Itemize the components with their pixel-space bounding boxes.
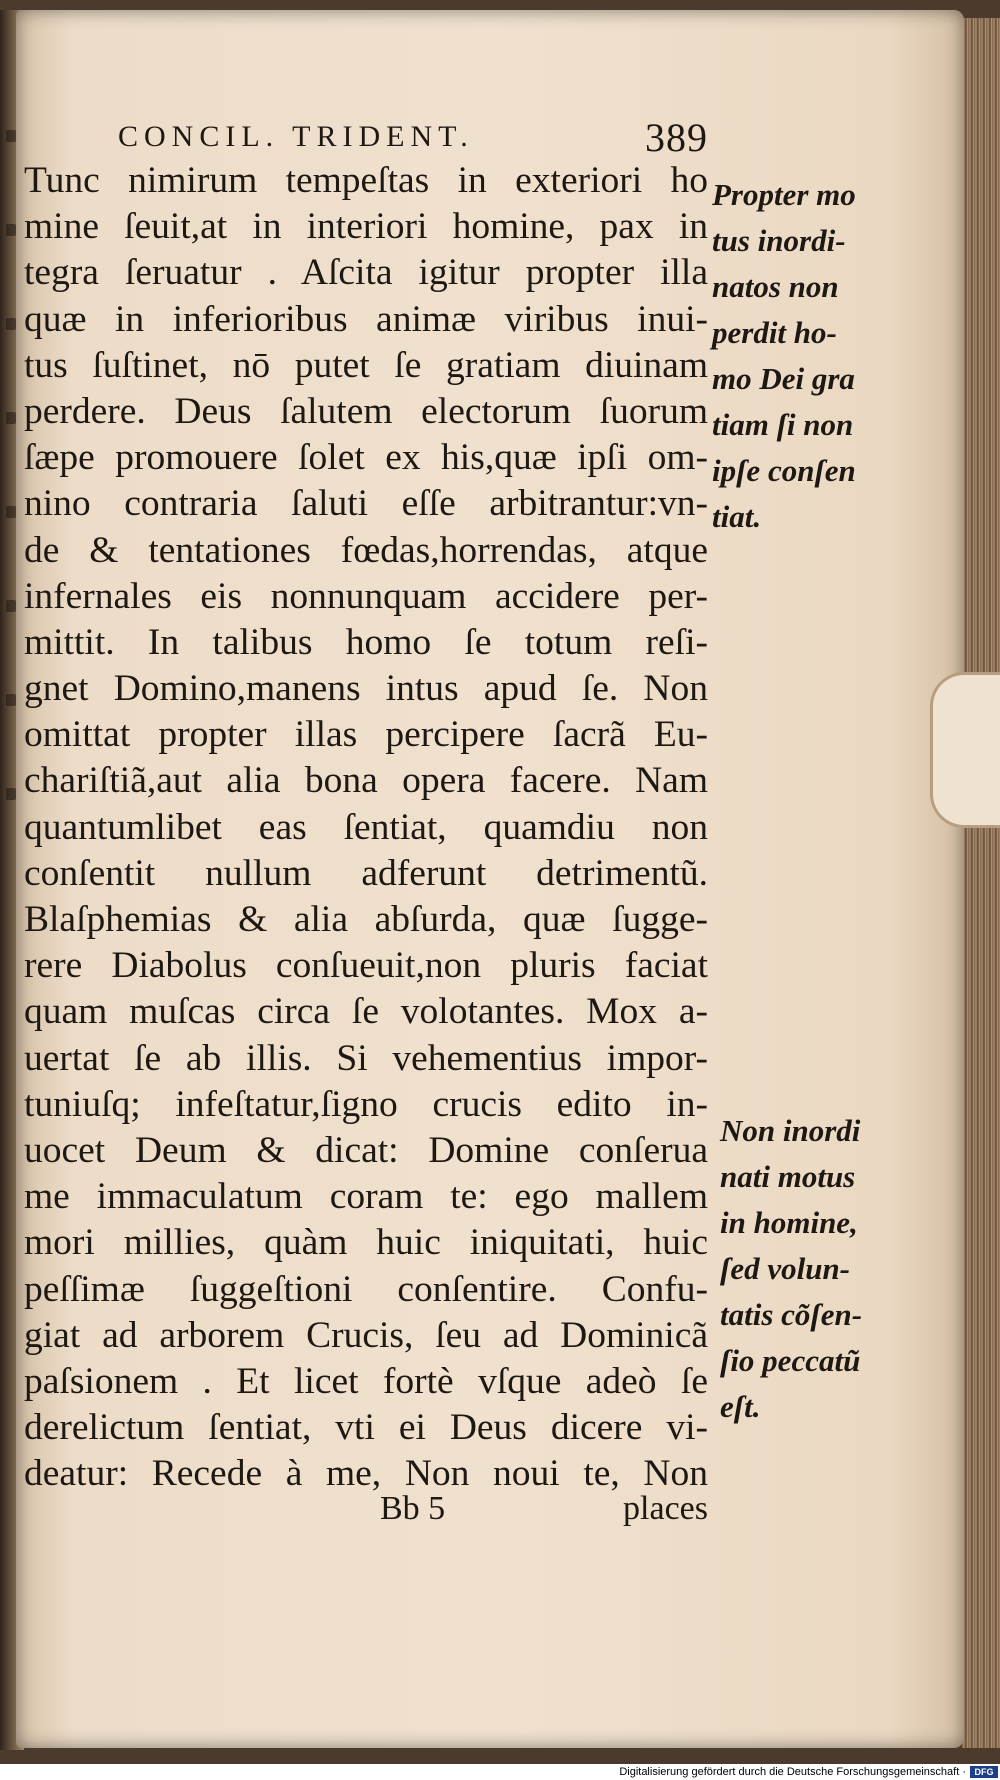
marginal-note-line: ſio peccatũ [720,1343,861,1378]
text-line: Blaſphemias & alia abſurda, quæ ſugge- [24,899,708,940]
text-line: rere Diabolus conſueuit,non pluris faciat [24,945,708,987]
funding-credit: Digitalisierung gefördert durch die Deutsche Forschungsgemeinschaft · [619,1766,966,1778]
marginal-note-line: ipſe conſen [712,453,856,488]
text-line: mine ſeuit,at in interiori homine, pax in [24,206,708,248]
text-line: derelictum ſentiat, vti ei Deus dicere vi- [24,1407,708,1449]
marginal-note-line: nati motus [720,1159,856,1194]
marginal-note-line: tiat. [712,499,762,534]
text-line: mori millies, quàm huic iniquitati, huic [24,1222,708,1264]
text-line: mittit. In talibus homo ſe totum reſi- [24,621,708,663]
signature-mark: Bb 5 [380,1490,446,1527]
text-line: quæ in inferioribus animæ viribus inui- [24,298,708,340]
text-line: conſentit nullum adferunt detrimentũ. [24,852,708,894]
marginal-note [720,1108,895,1430]
marginal-note-line: Propter mo [712,177,856,212]
marginal-note-line: tatis cõſen- [720,1297,863,1332]
text-line: infernales eis nonnunquam accidere per- [24,575,708,617]
marginal-note-line: tiam ſi non [712,407,854,442]
dfg-logo: DFG [970,1766,998,1778]
text-line: omittat propter illas percipere ſacrã Eu- [24,714,708,756]
text-line: me immaculatum coram te: ego mallem [24,1176,708,1218]
text-line: de & tentationes fœdas,horrendas, atque [24,529,708,571]
text-line: tus ſuſtinet, nō putet ſe gratiam diuinam [24,344,708,386]
text-line: gnet Domino,manens intus apud ſe. Non [24,668,708,710]
digitization-footer [0,1764,1000,1780]
page-tab-marker [930,672,1000,828]
book-fore-edge [962,18,1000,1748]
catchword: places [623,1490,708,1527]
marginal-note-line: eſt. [720,1389,761,1424]
text-line: giat ad arborem Crucis, ſeu ad Dominicã [24,1314,708,1356]
marginal-note-line: natos non [712,269,839,304]
text-line: quam muſcas circa ſe volotantes. Mox a- [24,991,708,1033]
text-line: chariſtiã,aut alia bona opera facere. Nam [24,760,708,802]
marginal-note-line: perdit ho- [712,315,837,350]
marginal-note-line: Non inordi [720,1113,861,1148]
text-line: uertat ſe ab illis. Si vehementius impor- [24,1037,708,1079]
marginal-note [712,172,887,540]
text-line: paſsionem . Et licet fortè vſque adeò ſe [24,1360,708,1402]
running-head-title: CONCIL. TRIDENT. [118,120,474,153]
text-line: nino contraria ſaluti eſſe arbitrantur:vn- [24,483,708,525]
text-line: peſſimæ ſuggeſtioni conſentire. Confu- [24,1268,708,1310]
text-line: quantumlibet eas ſentiat, quamdiu non [24,806,708,848]
marginal-note-line: ſed volun- [720,1251,851,1286]
marginal-note-line: tus inordi- [712,223,846,258]
text-line: uocet Deum & dicat: Domine conſerua [24,1129,708,1171]
text-line: perdere. Deus ſalutem electorum ſuorum [24,390,708,432]
text-line: tegra ſeruatur . Aſcita igitur propter illa [24,252,708,294]
text-line: deatur: Recede à me, Non noui te, Non [24,1453,708,1495]
text-line: tuniuſq; infeſtatur,ſigno crucis edito in- [24,1083,708,1125]
running-head [118,115,708,160]
marginal-note-line: mo Dei gra [712,361,855,396]
text-line: Tunc nimirum tempeſtas in exteriori ho [24,160,708,201]
page-number: 389 [645,115,708,160]
body-text [24,158,708,1497]
catchline [380,1490,708,1536]
text-line: ſæpe promouere ſolet ex his,quæ ipſi om- [24,437,708,479]
facing-page-text-fragments [0,130,22,882]
marginal-note-line: in homine, [720,1205,858,1240]
